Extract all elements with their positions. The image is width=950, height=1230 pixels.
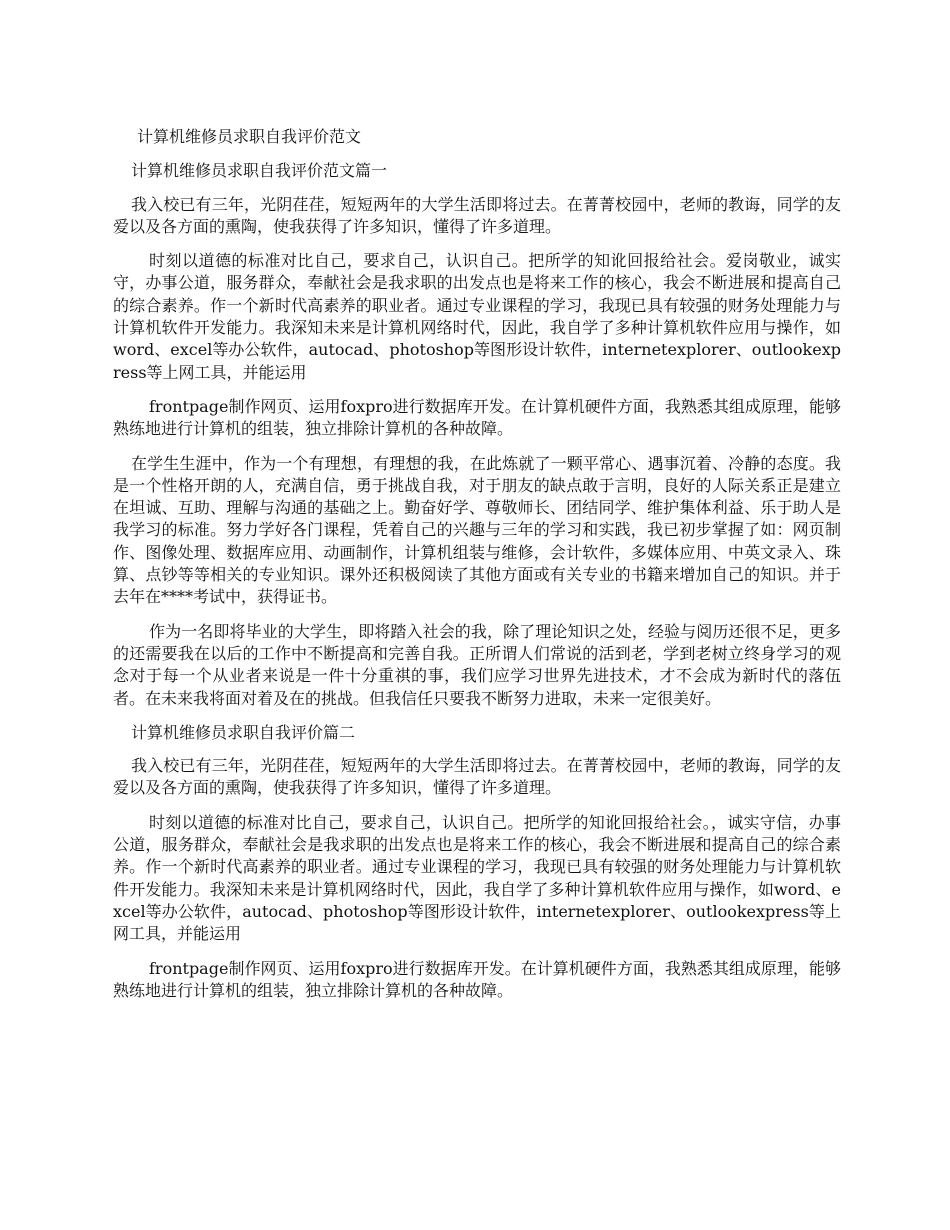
paragraph: frontpage制作网页、运用foxpro进行数据库开发。在计算机硬件方面，我熟悉其组成原理，能够熟练地进行计算机的组装，独立排除计算机的各种故障。 <box>113 396 841 439</box>
document-title: 计算机维修员求职自我评价范文 <box>137 127 362 146</box>
paragraph: 时刻以道德的标准对比自己，要求自己，认识自己。把所学的知讹回报给社会。爱岗敬业，诚实守，办事公道，服务群众，奉献社会是我求职的出发点也是将来工作的核心，我会不断进展和提高自己的综合素养。作一个新时代高素养的职业者。通过专业课程的学习，我现已具有较强的财务处理能力与计算机软件开发能力。我深知未来是计算机网络时代，因此，我自学了多种计算机软件应用与操作，如word、excel等办公软件，autocad、photoshop等图形设计软件，internetexplorer、outlookexpress等上网工具，并能运用 <box>113 251 841 382</box>
paragraph: 时刻以道德的标准对比自己，要求自己，认识自己。把所学的知讹回报给社会。，诚实守信，办事公道，服务群众，奉献社会是我求职的出发点也是将来工作的核心，我会不断进展和提高自己的综合素养。作一个新时代高素养的职业者。通过专业课程的学习，我现已具有较强的财务处理能力与计算机软件开发能力。我深知未来是计算机网络时代，因此，我自学了多种计算机软件应用与操作，如word、excel等办公软件，autocad、photoshop等图形设计软件，internetexplorer、outlookexpress等上网工具，并能运用 <box>113 812 841 944</box>
paragraph: frontpage制作网页、运用foxpro进行数据库开发。在计算机硬件方面，我熟悉其组成原理，能够熟练地进行计算机的组装，独立排除计算机的各种故障。 <box>113 958 841 1000</box>
paragraph: 在学生生涯中，作为一个有理想，有理想的我，在此炼就了一颗平常心、遇事沉着、冷静的态度。我是一个性格开朗的人，充满自信，勇于挑战自我，对于朋友的缺点敢于言明，良好的人际关系正是建立在坦诚、互助、理解与沟通的基础之上。勤奋好学、尊敬师长、团结同学、维护集体利益、乐于助人是我学习的标准。努力学好各门课程，凭着自己的兴趣与三年的学习和实践，我已初步掌握了如：网页制作、图像处理、数据库应用、动画制作，计算机组装与维修，会计软件，多媒体应用、中英文录入、珠算、点钞等等相关的专业知识。课外还积极阅读了其他方面或有关专业的书籍来增加自己的知识。并于去年在****考试中，获得证书。 <box>113 453 841 607</box>
paragraph: 我入校已有三年，光阴荏荏，短短两年的大学生活即将过去。在菁菁校园中，老师的教诲，同学的友爱以及各方面的熏陶，使我获得了许多知识，懂得了许多道理。 <box>113 756 841 798</box>
paragraph: 我入校已有三年，光阴荏荏，短短两年的大学生活即将过去。在菁菁校园中，老师的教诲，同学的友爱以及各方面的熏陶，使我获得了许多知识，懂得了许多道理。 <box>113 194 841 236</box>
section-heading: 计算机维修员求职自我评价范文篇一 <box>131 161 388 181</box>
paragraph: 作为一名即将毕业的大学生，即将踏入社会的我，除了理论知识之处，经验与阅历还很不足，更多的还需要我在以后的工作中不断提高和完善自我。正所谓人们常说的活到老，学到老树立终身学习的观念对于每一个从业者来说是一件十分重祺的事，我们应学习世界先进技术，才不会成为新时代的落伍者。在未来我将面对着及在的挑战。但我信任只要我不断努力进取，未来一定很美好。 <box>113 621 841 708</box>
section-heading: 计算机维修员求职自我评价篇二 <box>131 722 356 742</box>
document-page <box>113 126 841 1014</box>
